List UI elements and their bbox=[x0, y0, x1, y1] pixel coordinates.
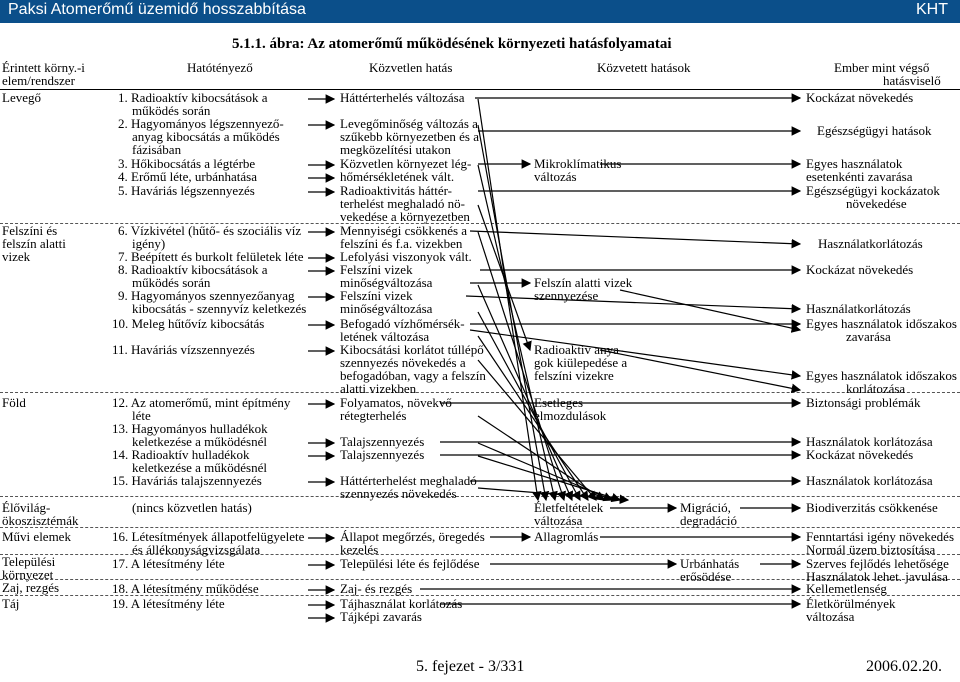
footer-date: 2006.02.20. bbox=[866, 658, 942, 675]
element-noise: Zaj, rezgés bbox=[2, 580, 60, 595]
indirect-effect: felszíni vizekre bbox=[534, 368, 614, 383]
direct-effect: Mennyiségi csökkenés a bbox=[340, 223, 468, 238]
factor: kibocsátás - szennyvíz keletkezés bbox=[132, 301, 307, 316]
direct-effect: megközelítési utakon bbox=[340, 142, 451, 157]
factor: 9. Hagyományos szennyezőanyag bbox=[118, 288, 295, 303]
col-header-direct: Közvetlen hatás bbox=[369, 60, 453, 75]
direct-effect: Tájhasználat korlátozás bbox=[340, 596, 463, 611]
factor: 15. Haváriás talajszennyezés bbox=[112, 473, 262, 488]
element-water: vizek bbox=[2, 249, 31, 264]
human-effect: Életkörülmények bbox=[806, 596, 896, 611]
arrow-line bbox=[478, 360, 596, 500]
factor: működés során bbox=[132, 103, 211, 118]
direct-effect: Talajszennyezés bbox=[340, 434, 425, 449]
col-header-human: Ember mint végső bbox=[834, 60, 930, 75]
human-effect: Biztonsági problémák bbox=[806, 395, 921, 410]
col-header-indirect: Közvetett hatások bbox=[597, 60, 691, 75]
human-effect: Fenntartási igény növekedés bbox=[806, 529, 955, 544]
arrow-line bbox=[600, 350, 800, 390]
direct-effect: hőmérsékletének vált. bbox=[340, 169, 455, 184]
factor: anyag kibocsátás a működés bbox=[132, 129, 280, 144]
factor: keletkezése a működésnél bbox=[132, 460, 267, 475]
factor: keletkezése a működésnél bbox=[132, 434, 267, 449]
indirect-effect: erősödése bbox=[680, 569, 732, 584]
element-ecosystem: Élővilág- bbox=[2, 500, 51, 515]
direct-effect: Felszíni vizek bbox=[340, 262, 413, 277]
element-soil: Föld bbox=[2, 395, 26, 410]
direct-effect: Háttérterhelést meghaladó bbox=[340, 473, 477, 488]
factor: (nincs közvetlen hatás) bbox=[132, 500, 252, 515]
direct-effect: terhelést meghaladó nö- bbox=[340, 196, 465, 211]
factor: 11. Haváriás vízszennyezés bbox=[112, 342, 255, 357]
human-effect: Biodiverzitás csökkenése bbox=[806, 500, 938, 515]
factor: és állékonyságvizsgálata bbox=[132, 542, 261, 557]
direct-effect: Felszíni vizek bbox=[340, 288, 413, 303]
human-effect: zavarása bbox=[846, 329, 891, 344]
human-effect: Kockázat növekedés bbox=[806, 262, 914, 277]
direct-effect: alatti vizekben bbox=[340, 381, 417, 396]
human-effect: Egészségügyi kockázatok bbox=[806, 183, 940, 198]
direct-effect: Tájképi zavarás bbox=[340, 609, 422, 624]
indirect-effect: változása bbox=[534, 513, 583, 528]
direct-effect: Háttérterhelés változása bbox=[340, 90, 465, 105]
factor: 19. A létesítmény léte bbox=[112, 596, 225, 611]
human-effect: Kellemetlenség bbox=[806, 581, 887, 596]
human-effect: Használatok lehet. javulása bbox=[806, 569, 948, 584]
col-header-factor: Hatótényező bbox=[187, 60, 253, 75]
indirect-effect: Allagromlás bbox=[534, 529, 599, 544]
direct-effect: Települési léte és fejlődése bbox=[340, 556, 480, 571]
direct-effect: kezelés bbox=[340, 542, 379, 557]
element-settlement: Települési bbox=[2, 554, 56, 569]
human-effect: változása bbox=[806, 609, 855, 624]
human-effect: Egyes használatok időszakos bbox=[806, 316, 957, 331]
direct-effect: befogadóban, vagy a felszín bbox=[340, 368, 486, 383]
col-header-human-2: hatásviselő bbox=[883, 73, 941, 88]
direct-effect: Befogadó vízhőmérsék- bbox=[340, 316, 465, 331]
human-effect: Normál üzem biztosítása bbox=[806, 542, 936, 557]
human-effect: Kockázat növekedés bbox=[806, 447, 914, 462]
factor: működés során bbox=[132, 275, 211, 290]
human-effect: Használatok korlátozása bbox=[806, 473, 933, 488]
direct-effect: vekedése a környezetben bbox=[340, 209, 470, 224]
element-settlement: környezet bbox=[2, 567, 54, 582]
direct-effect: Radioaktivitás háttér- bbox=[340, 183, 453, 198]
arrow-line bbox=[470, 231, 800, 244]
human-effect: Kockázat növekedés bbox=[806, 90, 914, 105]
factor: 10. Meleg hűtővíz kibocsátás bbox=[112, 316, 265, 331]
element-built: Művi elemek bbox=[2, 529, 71, 544]
direct-effect: Állapot megőrzés, öregedés bbox=[340, 529, 485, 544]
direct-effect: rétegterhelés bbox=[340, 408, 407, 423]
human-effect: esetenkénti zavarása bbox=[806, 169, 913, 184]
factor: 5. Haváriás légszennyezés bbox=[118, 183, 255, 198]
direct-effect: felszíni és f.a. vizekben bbox=[340, 236, 463, 251]
human-effect: Egyes használatok bbox=[806, 156, 903, 171]
direct-effect: Közvetlen környezet lég- bbox=[340, 156, 472, 171]
direct-effect: Zaj- és rezgés bbox=[340, 581, 413, 596]
indirect-effect: Migráció, bbox=[680, 500, 731, 515]
factor: 8. Radioaktív kibocsátások a bbox=[118, 262, 268, 277]
human-effect: Szerves fejlődés lehetősége bbox=[806, 556, 949, 571]
direct-effect: Levegőminőség változás a bbox=[340, 116, 478, 131]
human-effect: Egészségügyi hatások bbox=[817, 123, 932, 138]
factor: 6. Vízkivétel (hűtő- és szociális víz bbox=[118, 223, 302, 238]
arrow-line bbox=[478, 285, 572, 500]
indirect-effect: Esetleges bbox=[534, 395, 584, 410]
direct-effect: Kibocsátási korlátot túllépő bbox=[340, 342, 484, 357]
indirect-effect: szennyezése bbox=[534, 288, 599, 303]
factor: fázisában bbox=[132, 142, 182, 157]
col-header-element-2: elem/rendszer bbox=[2, 73, 75, 88]
factor: léte bbox=[132, 408, 151, 423]
header-right: KHT bbox=[916, 1, 948, 18]
figure-title: 5.1.1. ábra: Az atomerőmű működésének környezeti hatásfolyamatai bbox=[232, 36, 672, 52]
human-effect: korlátozása bbox=[846, 381, 906, 396]
col-header-element: Érintett körny.-i bbox=[2, 60, 85, 75]
direct-effect: minőségváltozása bbox=[340, 275, 433, 290]
factor: igény) bbox=[132, 236, 166, 251]
factor: 13. Hagyományos hulladékok bbox=[112, 421, 268, 436]
indirect-effect: gok kiülepedése a bbox=[534, 355, 628, 370]
direct-effect: szűkebb környezetben és a bbox=[340, 129, 479, 144]
indirect-effect: degradáció bbox=[680, 513, 738, 528]
direct-effect: letének változása bbox=[340, 329, 430, 344]
indirect-effect: Urbánhatás bbox=[680, 556, 740, 571]
human-effect: Használatkorlátozás bbox=[806, 301, 911, 316]
header-title: Paksi Atomerőmű üzemidő hosszabbítása bbox=[8, 1, 306, 18]
element-ecosystem: ökoszisztémák bbox=[2, 513, 79, 528]
direct-effect: szennyezés növekedés bbox=[340, 486, 457, 501]
factor: 17. A létesítmény léte bbox=[112, 556, 225, 571]
element-landscape: Táj bbox=[2, 596, 20, 611]
factor: 7. Beépített és burkolt felületek léte bbox=[118, 249, 304, 264]
indirect-effect: Felszín alatti vizek bbox=[534, 275, 633, 290]
indirect-effect: Mikroklímatikus bbox=[534, 156, 622, 171]
factor: 1. Radioaktív kibocsátások a bbox=[118, 90, 268, 105]
indirect-effect: elmozdulások bbox=[534, 408, 607, 423]
direct-effect: Lefolyási viszonyok vált. bbox=[340, 249, 472, 264]
factor: 16. Létesítmények állapotfelügyelete bbox=[112, 529, 305, 544]
indirect-effect: Életfeltételek bbox=[534, 500, 604, 515]
element-water: Felszíni és bbox=[2, 223, 58, 238]
indirect-effect: Radioaktív anya- bbox=[534, 342, 624, 357]
element-water: felszín alatti bbox=[2, 236, 66, 251]
human-effect: Használatok korlátozása bbox=[806, 434, 933, 449]
footer-page: 5. fejezet - 3/331 bbox=[416, 658, 525, 675]
factor: 3. Hőkibocsátás a légtérbe bbox=[118, 156, 256, 171]
arrow-line bbox=[478, 99, 538, 500]
direct-effect: Folyamatos, növekvő bbox=[340, 395, 452, 410]
human-effect: növekedése bbox=[846, 196, 907, 211]
arrow-line bbox=[466, 296, 800, 309]
factor: 14. Radioaktív hulladékok bbox=[112, 447, 250, 462]
arrow-line bbox=[478, 205, 530, 350]
factor: 2. Hagyományos légszennyező- bbox=[118, 116, 284, 131]
direct-effect: Talajszennyezés bbox=[340, 447, 425, 462]
direct-effect: szennyezés növekedés a bbox=[340, 355, 466, 370]
document-footer bbox=[0, 658, 960, 682]
human-effect: Egyes használatok időszakos bbox=[806, 368, 957, 383]
factor: 4. Erőmű léte, urbánhatása bbox=[118, 169, 257, 184]
direct-effect: minőségváltozása bbox=[340, 301, 433, 316]
human-effect: Használatkorlátozás bbox=[818, 236, 923, 251]
element-air: Levegő bbox=[2, 90, 41, 105]
arrow-line bbox=[478, 336, 588, 500]
factor: 12. Az atomerőmű, mint építmény bbox=[112, 395, 291, 410]
indirect-effect: változás bbox=[534, 169, 577, 184]
factor: 18. A létesítmény működése bbox=[112, 581, 259, 596]
